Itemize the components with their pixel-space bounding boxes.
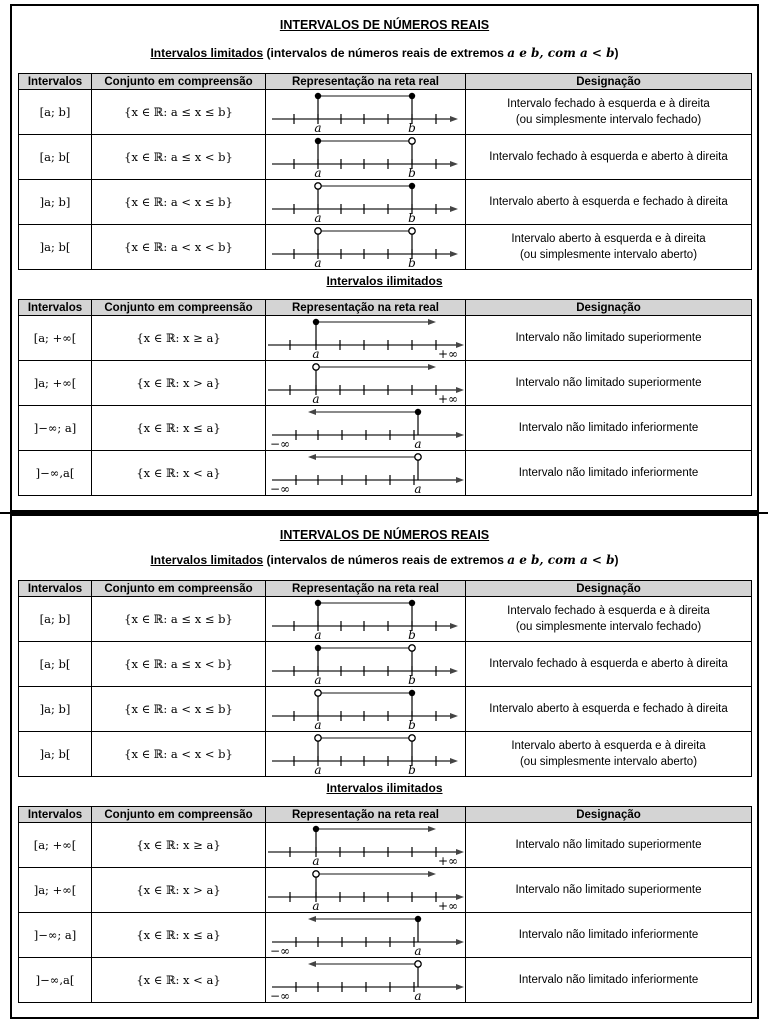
number-line-cell [266,958,466,1003]
axis-arrowhead [456,477,464,483]
set-builder-notation: {x ∈ ℝ: a ≤ x ≤ b} [92,597,266,642]
label-minus-infinity: −∞ [269,944,291,957]
endpoint-a-marker [313,871,319,877]
designation [466,361,752,406]
subtitle-close: ) [614,46,619,60]
designation-line: Intervalo não limitado superiormente [515,332,702,344]
set-builder-notation: {x ∈ ℝ: x ≥ a} [92,823,266,868]
designation [466,868,752,913]
endpoint-a-marker [315,600,321,606]
axis-arrowhead [450,623,458,629]
endpoint-b-marker [409,93,415,99]
table-row [19,316,752,361]
number-line [266,180,466,224]
axis-arrowhead [456,939,464,945]
number-line [266,732,466,776]
designation-line: Intervalo fechado à esquerda e aberto à direita [489,151,728,163]
subtitle-underlined: Intervalos limitados [150,46,264,60]
table-row [19,225,752,270]
endpoint-a-marker [315,93,321,99]
header-row [19,74,752,90]
interval-notation: ]−∞,a[ [19,958,92,1003]
table-row [19,90,752,135]
sheet-1 [10,4,759,512]
header-designation: Designação [466,807,752,823]
set-builder-notation: {x ∈ ℝ: x < a} [92,451,266,496]
number-line-cell [266,597,466,642]
endpoint-a-marker [415,454,421,460]
set-builder-notation: {x ∈ ℝ: a < x ≤ b} [92,180,266,225]
table-row [19,451,752,496]
number-line [266,316,466,360]
header-designation: Designação [466,74,752,90]
designation-line: (ou simplesmente intervalo aberto) [519,249,698,261]
label-b: b [408,718,416,731]
label-a: a [414,482,422,495]
designation-line: Intervalo não limitado inferiormente [518,467,699,479]
interval-notation: [a; b] [19,90,92,135]
subtitle [12,553,757,567]
subtitle-underlined: Intervalos limitados [150,553,264,567]
set-builder-notation: {x ∈ ℝ: a < x < b} [92,732,266,777]
designation [466,913,752,958]
axis-arrowhead [456,432,464,438]
table-row [19,687,752,732]
table-row [19,913,752,958]
label-b: b [408,166,416,179]
table-row [19,642,752,687]
bounded-rows [19,597,752,777]
set-builder-notation: {x ∈ ℝ: x > a} [92,868,266,913]
endpoint-a-marker [315,183,321,189]
page-title: INTERVALOS DE NÚMEROS REAIS [279,18,490,32]
number-line [266,225,466,269]
interval-notation: ]a; b] [19,180,92,225]
table-row [19,361,752,406]
label-minus-infinity: −∞ [269,482,291,495]
subtitle-rest: (intervalos de números reais de extremos [263,46,508,60]
unbounded-table [18,299,752,496]
header-row [19,300,752,316]
axis-arrowhead [456,984,464,990]
axis-arrowhead [450,116,458,122]
designation-line: Intervalo não limitado inferiormente [518,974,699,986]
unbounded-heading: Intervalos ilimitados [326,274,443,288]
unbounded-table [18,806,752,1003]
number-line-cell [266,732,466,777]
number-line-cell [266,642,466,687]
ray-arrowhead [428,871,436,877]
designation [466,225,752,270]
label-b: b [408,628,416,641]
interval-notation: [a; b[ [19,135,92,180]
set-builder-notation: {x ∈ ℝ: a ≤ x < b} [92,642,266,687]
header-set: Conjunto em compreensão [92,581,266,597]
number-line-cell [266,90,466,135]
endpoint-a-marker [313,364,319,370]
designation-line: (ou simplesmente intervalo fechado) [515,114,702,126]
header-set: Conjunto em compreensão [92,74,266,90]
axis-arrowhead [450,161,458,167]
endpoint-b-marker [409,735,415,741]
designation [466,451,752,496]
label-a: a [314,673,322,686]
set-builder-notation: {x ∈ ℝ: x ≥ a} [92,316,266,361]
endpoint-a-marker [315,735,321,741]
endpoint-b-marker [409,138,415,144]
set-builder-notation: {x ∈ ℝ: a ≤ x < b} [92,135,266,180]
designation [466,732,752,777]
header-intervals: Intervalos [19,581,92,597]
set-builder-notation: {x ∈ ℝ: x ≤ a} [92,406,266,451]
header-line: Representação na reta real [266,74,466,90]
subtitle-rest: (intervalos de números reais de extremos [263,553,508,567]
set-builder-notation: {x ∈ ℝ: x ≤ a} [92,913,266,958]
designation-line: (ou simplesmente intervalo fechado) [515,621,702,633]
bounded-table [18,580,752,777]
number-line [266,597,466,641]
axis-arrowhead [450,713,458,719]
number-line [266,913,466,957]
header-line: Representação na reta real [266,581,466,597]
header-row [19,807,752,823]
designation [466,316,752,361]
label-b: b [408,673,416,686]
interval-notation: ]a; +∞[ [19,868,92,913]
interval-notation: ]a; b] [19,687,92,732]
designation-line: Intervalo fechado à esquerda e à direita [507,98,710,110]
label-b: b [408,256,416,269]
label-a: a [314,211,322,224]
number-line-cell [266,135,466,180]
number-line-cell [266,913,466,958]
designation-line: Intervalo não limitado superiormente [515,839,702,851]
number-line [266,958,466,1002]
axis-arrowhead [450,668,458,674]
ray-arrowhead [308,454,316,460]
subtitle [12,46,757,60]
number-line-cell [266,316,466,361]
axis-arrowhead [450,758,458,764]
ray-arrowhead [308,916,316,922]
unbounded-rows [19,823,752,1003]
set-builder-notation: {x ∈ ℝ: x > a} [92,361,266,406]
interval-notation: ]−∞,a[ [19,451,92,496]
number-line [266,406,466,450]
sheet-2 [10,514,759,1019]
header-line: Representação na reta real [266,807,466,823]
designation-line: Intervalo aberto à esquerda e à direita [511,740,706,752]
header-designation: Designação [466,581,752,597]
header-set: Conjunto em compreensão [92,807,266,823]
designation [466,958,752,1003]
designation-line: (ou simplesmente intervalo aberto) [519,756,698,768]
number-line [266,687,466,731]
label-plus-infinity: +∞ [437,854,459,867]
number-line-cell [266,868,466,913]
number-line-cell [266,406,466,451]
subtitle-close: ) [614,553,619,567]
label-a: a [314,628,322,641]
number-line [266,451,466,495]
endpoint-b-marker [409,690,415,696]
axis-arrowhead [450,206,458,212]
unbounded-rows [19,316,752,496]
table-row [19,732,752,777]
table-row [19,823,752,868]
interval-notation: ]a; +∞[ [19,361,92,406]
interval-notation: [a; b[ [19,642,92,687]
designation-line: Intervalo não limitado inferiormente [518,422,699,434]
designation-line: Intervalo não limitado superiormente [515,377,702,389]
interval-notation: [a; +∞[ [19,823,92,868]
endpoint-b-marker [409,183,415,189]
label-a: a [314,166,322,179]
endpoint-a-marker [315,690,321,696]
label-minus-infinity: −∞ [269,437,291,450]
designation-line: Intervalo fechado à esquerda e à direita [507,605,710,617]
label-a: a [312,347,320,360]
number-line [266,90,466,134]
designation [466,135,752,180]
header-intervals: Intervalos [19,300,92,316]
number-line-cell [266,687,466,732]
endpoint-b-marker [409,645,415,651]
designation [466,597,752,642]
bounded-rows [19,90,752,270]
table-row [19,597,752,642]
table-row [19,180,752,225]
endpoint-b-marker [409,600,415,606]
label-a: a [312,854,320,867]
designation-line: Intervalo aberto à esquerda e fechado à direita [489,703,728,715]
header-row [19,581,752,597]
number-line [266,135,466,179]
number-line-cell [266,361,466,406]
label-a: a [314,256,322,269]
endpoint-a-marker [415,916,421,922]
number-line [266,823,466,867]
designation [466,823,752,868]
designation-line: Intervalo não limitado superiormente [515,884,702,896]
table-row [19,958,752,1003]
label-plus-infinity: +∞ [437,347,459,360]
ray-arrowhead [308,961,316,967]
endpoint-a-marker [315,138,321,144]
table-row [19,868,752,913]
subtitle-math: a e b, com a < b [507,553,615,567]
interval-notation: ]−∞; a] [19,913,92,958]
designation [466,90,752,135]
interval-notation: ]−∞; a] [19,406,92,451]
label-a: a [414,944,422,957]
number-line-cell [266,823,466,868]
header-set: Conjunto em compreensão [92,300,266,316]
label-a: a [314,121,322,134]
ray-arrowhead [428,826,436,832]
designation-line: Intervalo aberto à esquerda e à direita [511,233,706,245]
ray-arrowhead [428,364,436,370]
designation [466,180,752,225]
designation-line: Intervalo aberto à esquerda e fechado à direita [489,196,728,208]
set-builder-notation: {x ∈ ℝ: x < a} [92,958,266,1003]
number-line [266,642,466,686]
label-plus-infinity: +∞ [437,899,459,912]
number-line-cell [266,225,466,270]
subtitle-math: a e b, com a < b [507,46,615,60]
label-b: b [408,211,416,224]
endpoint-b-marker [409,228,415,234]
label-a: a [312,392,320,405]
designation [466,687,752,732]
designation-line: Intervalo não limitado inferiormente [518,929,699,941]
endpoint-a-marker [415,409,421,415]
header-intervals: Intervalos [19,807,92,823]
label-minus-infinity: −∞ [269,989,291,1002]
designation-line: Intervalo fechado à esquerda e aberto à direita [489,658,728,670]
number-line [266,868,466,912]
endpoint-a-marker [315,228,321,234]
number-line-cell [266,451,466,496]
label-b: b [408,121,416,134]
ray-arrowhead [428,319,436,325]
bounded-table [18,73,752,270]
label-a: a [314,763,322,776]
table-row [19,135,752,180]
interval-notation: [a; b] [19,597,92,642]
label-b: b [408,763,416,776]
header-designation: Designação [466,300,752,316]
endpoint-a-marker [415,961,421,967]
label-a: a [312,899,320,912]
ray-arrowhead [308,409,316,415]
unbounded-heading: Intervalos ilimitados [326,781,443,795]
interval-notation: [a; +∞[ [19,316,92,361]
axis-arrowhead [450,251,458,257]
label-a: a [414,989,422,1002]
set-builder-notation: {x ∈ ℝ: a < x < b} [92,225,266,270]
number-line-cell [266,180,466,225]
table-row [19,406,752,451]
header-line: Representação na reta real [266,300,466,316]
designation [466,406,752,451]
label-a: a [314,718,322,731]
set-builder-notation: {x ∈ ℝ: a ≤ x ≤ b} [92,90,266,135]
set-builder-notation: {x ∈ ℝ: a < x ≤ b} [92,687,266,732]
endpoint-a-marker [313,319,319,325]
label-a: a [414,437,422,450]
interval-notation: ]a; b[ [19,732,92,777]
designation [466,642,752,687]
endpoint-a-marker [315,645,321,651]
page-title: INTERVALOS DE NÚMEROS REAIS [279,528,490,542]
number-line [266,361,466,405]
header-intervals: Intervalos [19,74,92,90]
interval-notation: ]a; b[ [19,225,92,270]
label-plus-infinity: +∞ [437,392,459,405]
endpoint-a-marker [313,826,319,832]
